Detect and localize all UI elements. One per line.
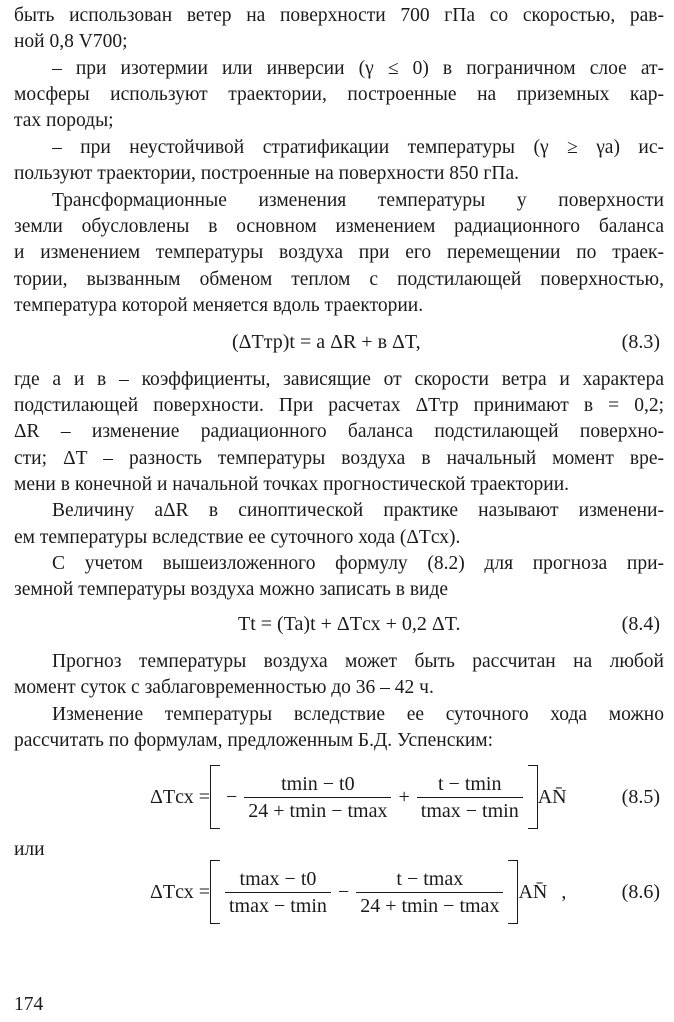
equation-number: (8.5): [621, 786, 660, 808]
fraction: [244, 771, 391, 824]
equation-8-6: [150, 855, 566, 929]
fraction-denominator: tmax − tmin: [228, 894, 327, 917]
text-line: тории, вызванным обменом теплом с подстилающей поверхностью,: [14, 269, 664, 290]
left-bracket: [210, 765, 220, 829]
text-line: момент суток с заблаговременностью до 36 – 42 ч.: [14, 677, 434, 698]
text-line: быть использован ветер на поверхности 700 гПа со скоростью, рав-: [14, 5, 664, 26]
text-line: тах породы;: [14, 110, 114, 131]
equation-8-4: Tt = (Ta)t + ΔTсх + 0,2 ΔT.: [238, 613, 461, 635]
fraction-numerator: tmin − t0: [244, 771, 391, 798]
paragraph-start: Прогноз температуры воздуха может быть рассчитан на любой: [52, 651, 664, 672]
text-line: мени в конечной и начальной точках прогностической траектории.: [14, 474, 570, 495]
fraction: [356, 866, 503, 919]
text-line: рассчитать по формулам, предложенным Б.Д. Успенским:: [14, 730, 494, 751]
equation-lhs: ΔTсх =: [150, 881, 210, 903]
text-line: земной температуры воздуха можно записать в виде: [14, 579, 449, 600]
text-line: температура которой меняется вдоль траектории.: [14, 295, 424, 316]
list-item-unstable: – при неустойчивой стратификации температуры (γ ≥ γа) ис-: [52, 137, 664, 158]
fraction-denominator: 24 + tmin − tmax: [360, 894, 500, 917]
text-line: где a и в – коэффициенты, зависящие от скорости ветра и характера: [14, 369, 664, 390]
text-line: мосферы используют траектории, построенные на приземных кар-: [14, 84, 664, 105]
fraction-numerator: tmax − t0: [225, 866, 331, 893]
right-bracket: [528, 765, 538, 829]
text-line: ной 0,8 V700;: [14, 31, 128, 52]
paragraph-start: Величину aΔR в синоптической практике называют изменени-: [52, 500, 664, 521]
text-line: пользуют траектории, построенные на поверхности 850 гПа.: [14, 163, 520, 184]
equation-comma: ,: [561, 881, 567, 903]
fraction: [225, 866, 331, 919]
text-line: или: [14, 839, 45, 860]
paragraph-start: Изменение температуры вследствие ее суточного хода можно: [52, 704, 664, 725]
text-line: и изменением температуры воздуха при его перемещении по траек-: [14, 242, 664, 263]
text-line: сти; ΔT – разность температуры воздуха в начальный момент вре-: [14, 448, 664, 469]
equation-number: (8.4): [621, 613, 660, 635]
right-bracket: [508, 860, 518, 924]
text-line: ΔR – изменение радиационного баланса подстилающей поверхно-: [14, 421, 664, 442]
equation-number: (8.3): [621, 331, 660, 353]
equation-8-5: [150, 760, 567, 834]
paragraph-start: Трансформационные изменения температуры у поверхности: [52, 190, 664, 211]
amplitude-factor: AN̄: [537, 786, 567, 808]
list-item-isothermy: – при изотермии или инверсии (γ ≤ 0) в пограничном слое ат-: [52, 58, 664, 79]
fraction-numerator: t − tmin: [417, 771, 523, 798]
fraction-denominator: 24 + tmin − tmax: [248, 799, 388, 822]
text-line: подстилающей поверхности. При расчетах ΔTтр принимают в = 0,2;: [14, 395, 664, 416]
minus-sign: −: [225, 786, 238, 808]
amplitude-factor: AN̄: [518, 881, 548, 903]
left-bracket: [210, 860, 220, 924]
minus-sign: −: [337, 881, 350, 903]
equation-8-3: (ΔTтр)t = a ΔR + в ΔT,: [232, 331, 421, 353]
fraction-denominator: tmax − tmin: [420, 799, 519, 822]
paragraph-start: С учетом вышеизложенного формулу (8.2) для прогноза при-: [52, 553, 664, 574]
page-number: 174: [14, 994, 44, 1015]
equation-number: (8.6): [621, 881, 660, 903]
fraction: [417, 771, 523, 824]
text-line: земли обусловлены в основном изменением радиационного баланса: [14, 216, 664, 237]
fraction-numerator: t − tmax: [356, 866, 503, 893]
text-line: ем температуры вследствие ее суточного хода (ΔTсх).: [14, 527, 461, 548]
plus-sign: +: [398, 786, 410, 808]
equation-lhs: ΔTсх =: [150, 786, 210, 808]
